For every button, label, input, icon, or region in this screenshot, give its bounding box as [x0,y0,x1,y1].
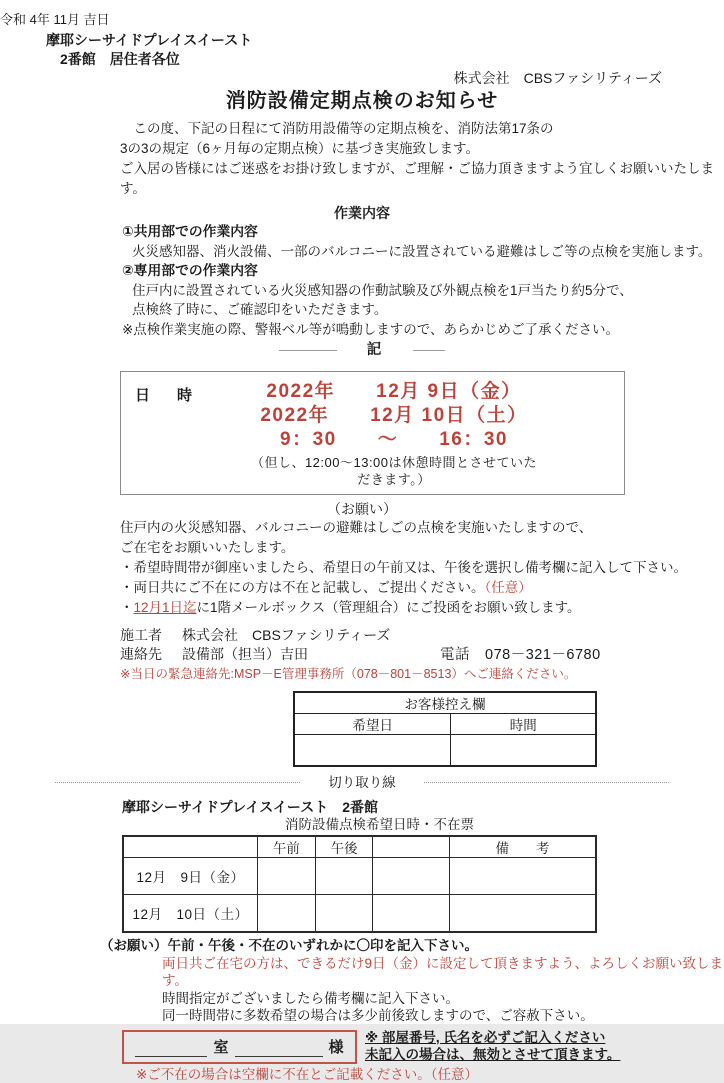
request-bullet-3 [120,598,724,618]
request-bullet-3-prefix: ・ [120,600,134,615]
form-row-day2-morning-cell [257,895,315,933]
request-heading: （お願い） [327,501,397,517]
ki-separator [0,341,724,359]
intro-line-2: 3の3の規定（6ヶ月毎の定期点検）に基づき実施致します。 [120,141,479,156]
form-row-day2-date: 12月 10日（土） [123,895,257,933]
request-deadline: 12月1日迄 [133,600,197,615]
addressee [46,31,724,68]
requirement-2: 未記入の場合は、無効とさせて頂きます。 [365,1047,621,1062]
contact-line [120,645,724,665]
copy-table-header-date: 希望日 [294,714,451,735]
addressee-building: 摩耶シーサイドプレイスイースト [46,32,253,48]
request-bullet-2 [120,578,724,598]
copy-table-title: お客様控え欄 [294,692,596,714]
copy-table-entry-row [294,735,596,767]
copy-table-date-cell [294,735,451,767]
form-header-afternoon: 午後 [315,836,373,858]
form-row-day1-date: 12月 9日（金） [123,858,257,895]
request-bullet-3-rest: に1階メールボックス（管理組合）にご投函をお願い致します。 [196,600,581,615]
contractor-label: 施工者 [120,627,162,643]
request-bullet-2-text: ・両日共にご不在にの方は不在と記載し、ご提出ください。 [120,580,485,595]
schedule-time: 9：30 ～ 16：30 [280,429,508,450]
inspection-request-table [122,835,597,933]
form-note-1-text: 午前・午後・不在のいずれかに〇印を記入下さい。 [167,938,478,953]
addressee-residents: 2番館 居住者各位 [60,50,180,67]
schedule-content [249,380,624,488]
work-content-heading: 作業内容 [334,205,390,221]
form-header-remarks: 備 考 [450,836,596,858]
form-note-1 [100,937,724,955]
schedule-break-note: （但し、12:00～13:00は休憩時間とさせていただきます。） [250,455,538,487]
work-item-2-title: ②専用部での作業内容 [122,263,258,278]
work-content [122,222,724,339]
resident-name-blank [235,1042,323,1057]
contact-section [120,626,724,683]
form-row-day1-afternoon-cell [315,858,373,895]
form-table-header-row [123,836,596,858]
absent-note: ※ご不在の場合は空欄に不在とご記載ください。（任意） [136,1066,479,1082]
copy-table-title-row [294,692,596,714]
form-note-2: 両日共ご在宅の方は、できるだけ9日（金）に設定して頂きますよう、よろしくお願い致します。 [162,955,724,988]
left-dash-line [279,350,337,351]
form-note-4: 同一時間帯に多数希望の場合は多少前後致しますので、ご容赦下さい。 [162,1008,594,1023]
request-bullet-1: ・希望時間帯が御座いましたら、希望日の午前又は、午後を選択し備考欄に記入して下さい。 [120,560,687,575]
work-item-1-title: ①共用部での作業内容 [122,224,258,239]
form-header-blank-1 [123,836,257,858]
customer-copy-table [293,691,597,767]
form-header-morning: 午前 [257,836,315,858]
intro-line-3: ご入居の皆様にはご迷惑をお掛け致しますが、ご理解・ご協力頂きますよう宜しくお願いいたします。 [120,161,714,196]
document-title: 消防設備定期点検のお知らせ [225,90,499,112]
contact-phone: 電話 078－321－6780 [440,647,601,663]
form-row-day2-remarks-cell [450,895,596,933]
work-item-2-body-1: 住戸内に設置されている火災感知器の作動試験及び外観点検を1戸当たり約5分で、 [132,282,633,298]
request-line-1: 住戸内の火災感知器、バルコニーの避難はしごの点検を実施いたしますので、 [120,520,593,535]
form-notes [100,937,724,1025]
name-suffix-label: 様 [328,1038,344,1056]
document-date: 令和 4年 11月 吉日 [0,12,110,27]
intro-paragraph [120,119,724,199]
form-row-day1-remarks-cell [450,858,596,895]
work-item-1-body: 火災感知器、消火設備、一部のバルコニーに設置されている避難はしご等の点検を実施します。 [132,243,712,259]
form-row-day2-blank-cell [373,895,450,933]
request-section [120,518,724,618]
form-row-day2-afternoon-cell [315,895,373,933]
contractor-name: 株式会社 CBSファシリティーズ [182,627,391,643]
entry-requirements [365,1029,620,1064]
form-header-blank-2 [373,836,450,858]
cut-dots-left [55,782,300,783]
work-item-2-body-2: 点検終了時に、ご確認印をいただきます。 [132,302,388,317]
contact-person: 設備部（担当）吉田 [182,646,308,662]
form-note-3: 時間指定がございましたら備考欄に記入下さい。 [162,990,459,1006]
room-name-row [122,1029,724,1064]
form-row-day1-blank-cell [373,858,450,895]
form-note-label: （お願い） [100,938,168,953]
contractor-line [120,626,724,645]
form-table-row-day1 [123,858,596,895]
form-table-row-day2 [123,895,596,933]
sender-company: 株式会社 CBSファシリティーズ [453,70,662,86]
requirement-1: ※ 部屋番号, 氏名を必ずご記入ください [365,1029,606,1045]
copy-table-header-time: 時間 [451,714,596,735]
copy-table-header-row [294,714,596,735]
request-line-2: ご在宅をお願いいたします。 [120,540,295,555]
cut-line-label: 切り取り線 [328,775,396,790]
schedule-box [120,371,625,495]
intro-line-1: この度、下記の日程にて消防用設備等の定期点検を、消防法第17条の [133,121,554,136]
schedule-label: 日 時 [135,387,199,404]
copy-table-time-cell [451,735,596,767]
emergency-contact-note: ※当日の緊急連絡先:MSP－E管理事務所（078－801－8513）へご連絡ください。 [120,667,577,681]
schedule-date-1: 2022年 12月 9日（金） [266,381,522,402]
cut-dots-right [424,782,669,783]
ki-label: 記 [366,342,384,358]
contact-label: 連絡先 [120,646,162,662]
cut-line [0,775,724,790]
form-row-day1-morning-cell [257,858,315,895]
schedule-date-2: 2022年 12月 10日（土） [260,405,528,426]
room-suffix-label: 室 [213,1038,229,1056]
form-building-name: 摩耶シーサイドプレイスイースト 2番館 [122,799,379,815]
right-dash-line [413,350,445,351]
request-bullet-2-optional: （任意） [484,580,532,595]
room-number-blank [135,1042,207,1057]
work-note: ※点検作業実施の際、警報ベル等が鳴動しますので、あらかじめご了承ください。 [122,321,620,337]
form-title: 消防設備点検希望日時・不在票 [285,817,474,832]
room-name-entry-box [122,1030,357,1064]
